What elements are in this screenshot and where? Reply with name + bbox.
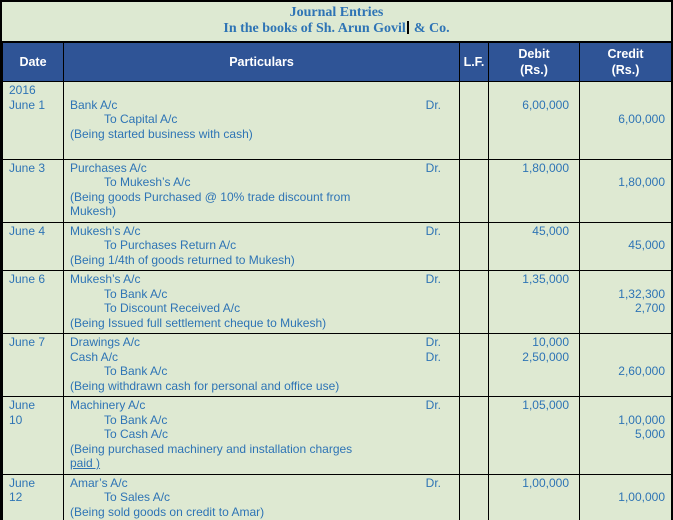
particulars-text: Bank A/c [70,97,118,112]
debit-amount [489,505,579,520]
particulars-text: To Cash A/c [104,427,169,441]
date-line [3,287,63,302]
lf-cell [460,222,489,271]
title-line-2-text-a: In the books of Sh. Arun Govil [223,21,406,36]
particulars-cell [64,334,460,397]
debit-amount [489,427,579,442]
particulars-text: To Purchases Return A/c [104,238,237,252]
particulars-text: To Capital A/c [104,112,178,126]
date-line [3,350,63,365]
column-header-date: Date [3,43,64,82]
debit-amount: 10,000 [532,335,569,349]
particulars-text: (Being started business with cash) [70,126,253,141]
column-header-row [3,43,672,82]
particulars-cell [64,82,460,160]
date-line: June 3 [9,160,46,175]
particulars-line [64,364,459,379]
credit-cell [580,334,672,397]
particulars-line [64,427,459,442]
date-cell [3,397,64,475]
credit-amount [580,379,671,394]
date-line: 2016 [9,83,36,97]
particulars-line [64,161,459,176]
particulars-line [64,379,459,394]
debit-amount: 6,00,000 [522,97,569,112]
table-title [2,2,671,42]
particulars-line [64,350,459,365]
debit-amount: 1,35,000 [522,272,569,286]
date-cell [3,334,64,397]
lf-cell [460,271,489,334]
credit-cell [580,271,672,334]
debit-amount [489,238,579,253]
debit-amount: 45,000 [532,223,569,238]
date-line [3,379,63,394]
date-line [3,141,63,156]
debit-cell [489,82,580,160]
particulars-line [64,316,459,331]
credit-cell [580,222,672,271]
date-line [3,253,63,268]
particulars-line [64,238,459,253]
particulars-cell [64,397,460,475]
date-line: June 4 [9,223,46,238]
debit-amount [489,301,579,316]
debit-amount [489,442,579,457]
particulars-line [64,141,459,156]
dr-label: Dr. [425,349,441,364]
date-line [3,112,63,127]
particulars-text: To Bank A/c [104,286,168,301]
particulars-text: (Being sold goods on credit to Amar) [70,504,265,519]
particulars-line [64,490,459,505]
dr-label: Dr. [425,398,441,412]
particulars-text: (Being Issued full settlement cheque to Mukesh) [70,315,327,330]
date-line: June [9,398,36,412]
debit-amount [489,141,579,156]
particulars-line [64,253,459,268]
particulars-text: To Discount Received A/c [104,301,241,315]
credit-amount [580,398,671,413]
credit-amount: 1,00,000 [618,490,665,504]
particulars-text: Mukesh’s A/c [70,223,141,238]
date-line [3,175,63,190]
column-header-credit-line2: (Rs.) [611,63,640,77]
title-line-2-text-b: & Co. [413,21,450,36]
particulars-text: Cash A/c [70,349,119,364]
title-line-1: Journal Entries [289,5,384,20]
credit-amount: 2,700 [634,301,665,315]
credit-amount [580,127,671,142]
date-line: June [9,475,36,490]
particulars-cell [64,222,460,271]
debit-amount [489,316,579,331]
debit-cell [489,159,580,222]
date-line [3,190,63,205]
dr-label: Dr. [425,223,441,238]
journal-row [3,474,672,520]
date-line: 10 [9,412,23,427]
credit-amount [580,272,671,287]
column-header-lf: L.F. [460,43,489,82]
credit-amount [580,83,671,98]
debit-amount [489,190,579,205]
debit-amount [489,490,579,505]
date-line: June 1 [9,97,46,112]
date-line: 12 [9,490,23,504]
date-line: June 7 [9,335,46,349]
credit-amount [580,141,671,156]
particulars-line [64,112,459,127]
credit-amount [580,98,671,113]
particulars-text: To Bank A/c [104,364,168,378]
particulars-text: Machinery A/c [70,398,146,412]
lf-cell [460,159,489,222]
date-cell [3,82,64,160]
date-line [3,427,63,442]
particulars-text: To Mukesh’s A/c [104,175,191,189]
particulars-line [64,83,459,98]
journal-row [3,334,672,397]
date-cell [3,159,64,222]
credit-amount [580,350,671,365]
particulars-line [64,301,459,316]
debit-amount [489,364,579,379]
particulars-line [64,287,459,302]
journal-row [3,397,672,475]
debit-amount: 1,05,000 [522,398,569,412]
credit-amount [580,253,671,268]
credit-amount: 6,00,000 [618,112,665,126]
credit-amount [580,316,671,331]
journal-row [3,271,672,334]
particulars-line [64,456,459,471]
debit-cell [489,397,580,475]
credit-amount [580,224,671,239]
credit-amount: 1,00,000 [618,412,665,427]
date-cell [3,222,64,271]
particulars-cell [64,159,460,222]
particulars-text: Mukesh’s A/c [70,272,141,286]
column-header-particulars: Particulars [64,43,460,82]
title-line-2[interactable] [2,21,671,37]
debit-amount [489,379,579,394]
particulars-text: (Being withdrawn cash for personal and office use) [70,378,340,393]
column-header-debit [489,43,580,82]
particulars-line [64,335,459,350]
debit-amount: 1,80,000 [522,160,569,175]
journal-rows [3,82,672,520]
debit-amount [489,413,579,428]
particulars-cell [64,474,460,520]
journal-row [3,82,672,160]
column-header-credit-line1: Credit [607,47,644,61]
debit-amount [489,127,579,142]
particulars-text: (Being purchased machinery and installation charges [70,441,353,456]
credit-amount [580,190,671,205]
particulars-text: Mukesh) [70,204,117,218]
lf-cell [460,82,489,160]
particulars-text: To Sales A/c [104,490,171,504]
date-line [3,364,63,379]
debit-amount [489,83,579,98]
date-line [3,204,63,219]
particulars-text: paid ) [70,456,101,470]
particulars-line [64,98,459,113]
debit-cell [489,474,580,520]
column-header-debit-line1: Debit [518,47,550,61]
credit-cell [580,82,672,160]
particulars-text [64,141,73,156]
credit-amount [580,442,671,457]
debit-cell [489,334,580,397]
particulars-line [64,224,459,239]
particulars-line [64,204,459,219]
date-line [3,505,63,520]
debit-amount [489,175,579,190]
particulars-line [64,476,459,491]
particulars-cell [64,271,460,334]
particulars-line [64,442,459,457]
particulars-line [64,127,459,142]
debit-amount [489,253,579,268]
particulars-line [64,398,459,413]
credit-amount [580,476,671,491]
credit-amount: 1,80,000 [618,175,665,189]
lf-cell [460,397,489,475]
column-header-debit-line2: (Rs.) [520,63,548,77]
credit-amount [580,161,671,176]
particulars-line [64,190,459,205]
date-line [3,127,63,142]
credit-amount [580,204,671,219]
credit-amount: 5,000 [634,427,665,441]
particulars-text: Purchases A/c [70,160,147,175]
debit-amount: 1,00,000 [522,475,569,490]
debit-amount [489,204,579,219]
dr-label: Dr. [425,97,441,112]
particulars-line [64,175,459,190]
date-line [3,301,63,316]
particulars-text: To Bank A/c [104,412,168,427]
date-line [3,316,63,331]
date-line [3,442,63,457]
particulars-text: (Being 1/4th of goods returned to Mukesh) [70,252,295,267]
credit-cell [580,474,672,520]
particulars-text: Drawings A/c [70,335,141,349]
lf-cell [460,474,489,520]
particulars-text: (Being goods Purchased @ 10% trade discount from [70,189,351,204]
journal-table [2,42,672,520]
date-line: June 6 [9,272,46,286]
date-line [3,456,63,471]
particulars-text: Amar’s A/c [70,475,128,490]
particulars-line [64,272,459,287]
column-header-credit [580,43,672,82]
dr-label: Dr. [425,335,441,349]
particulars-line [64,505,459,520]
particulars-text [64,83,73,98]
date-cell [3,271,64,334]
credit-amount [580,456,671,471]
credit-amount [580,335,671,350]
debit-cell [489,222,580,271]
dr-label: Dr. [425,160,441,175]
debit-cell [489,271,580,334]
dr-label: Dr. [425,475,441,490]
debit-amount: 2,50,000 [522,349,569,364]
credit-cell [580,159,672,222]
date-cell [3,474,64,520]
credit-amount: 45,000 [628,238,665,252]
dr-label: Dr. [425,272,441,286]
lf-cell [460,334,489,397]
debit-amount [489,112,579,127]
credit-amount: 1,32,300 [618,286,665,301]
credit-amount [580,505,671,520]
date-line [3,238,63,253]
journal-row [3,222,672,271]
debit-amount [489,456,579,471]
credit-cell [580,397,672,475]
particulars-line [64,413,459,428]
journal-row [3,159,672,222]
credit-amount: 2,60,000 [618,364,665,378]
debit-amount [489,287,579,302]
text-cursor [407,21,409,34]
